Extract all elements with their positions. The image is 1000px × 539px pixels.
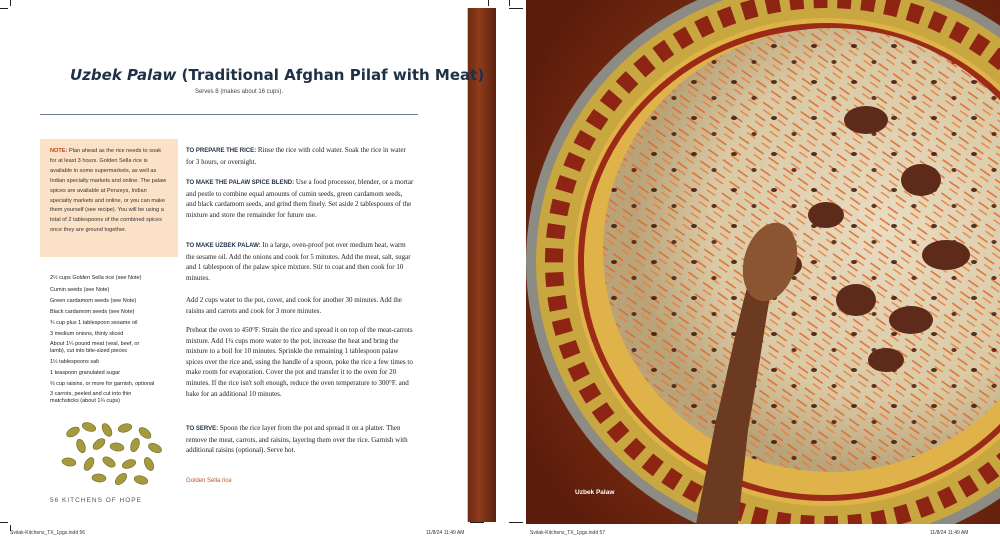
step-text: Add 2 cups water to the pot, cover, and cook for another 30 minutes. Add the raisins and carrots and cook for 3 more minutes. bbox=[186, 296, 402, 315]
ingredient-item: 1½ tablespoons salt bbox=[50, 359, 99, 365]
photo-caption: Golden Sella rice bbox=[186, 478, 232, 484]
recipe-title-italic: Uzbek Palaw bbox=[70, 66, 177, 84]
ingredient-item: ¾ cup plus 1 tablespoon sesame oil bbox=[50, 320, 138, 326]
ingredient-item: About 1¼ pound meat (veal, beef, or lamb), cut into bite-sized pieces bbox=[50, 341, 140, 354]
page-folio: 56 KITCHENS OF HOPE bbox=[50, 497, 142, 504]
step-heading: TO PREPARE THE RICE: bbox=[186, 148, 257, 154]
crop-mark bbox=[10, 0, 11, 6]
ingredient-item: 2½ cups Golden Sella rice (see Note) bbox=[50, 275, 142, 281]
ingredient-item: 1 teaspoon granulated sugar bbox=[50, 370, 121, 376]
recipe-title bbox=[70, 66, 485, 84]
step-text: Rinse the rice with cold water. Soak the rice in water for 3 hours, or overnight. bbox=[186, 146, 406, 166]
slug-left-file: Svitak-Kitchens_TX_1pgs.indd 56 bbox=[10, 530, 86, 536]
step-heading: TO MAKE UZBEK PALAW: bbox=[186, 243, 261, 249]
facing-page-bleed bbox=[468, 8, 496, 522]
ingredient-item: Cumin seeds (see Note) bbox=[50, 287, 110, 293]
crop-mark bbox=[509, 0, 510, 6]
note-text: Plan ahead as the rice needs to soak for at least 3 hours. Golden Sella rice is available in some supermarkets, as well as Indian specialty markets and online. The palaw spices are available at Penzeys, Indian specialty markets and online, or you can make them yourself (see recipe). You will be using a total of 2 tablespoons of the combined spices once they are ground together. bbox=[50, 148, 167, 234]
cardamom-pods-image bbox=[55, 418, 175, 490]
note-box bbox=[40, 139, 178, 257]
crop-mark bbox=[470, 522, 484, 523]
crop-mark bbox=[488, 0, 489, 6]
slug-right-date: 11/8/24 11:49 AM bbox=[930, 530, 969, 536]
ingredient-item: 3 medium onions, thinly sliced bbox=[50, 331, 124, 337]
crop-mark bbox=[509, 522, 523, 523]
step-text: In a large, oven-proof pot over medium heat, warm the sesame oil. Add the onions and cook for 5 minutes. Add the meat, salt, sugar and 1 tablespoon of the palaw spice mixture. Stir to coat and then cook for 10 minutes. bbox=[186, 241, 411, 282]
image-caption: Uzbek Palaw bbox=[575, 489, 615, 496]
crop-mark bbox=[509, 8, 523, 9]
ingredient-item: Green cardamom seeds (see Note) bbox=[50, 298, 137, 304]
step-paragraph bbox=[186, 240, 414, 283]
ingredient-item: ⅔ cup raisins, or more for garnish, optional bbox=[50, 381, 155, 387]
crop-mark bbox=[0, 522, 8, 523]
step-text: Preheat the oven to 450°F. Strain the rice and spread it on top of the meat-carrots mixture. Add 1¼ cups more water to the pot, increase the heat and bring the mixture to a boil for 10 minutes. Sprinkle the remaining 1 tablespoon palaw spices over the rice and, using the handle of a spoon, poke the rice a few times to make room for evaporation. Cover the pot and transfer it to the oven for 20 minutes. If the rice isn't soft enough, reduce the oven temperature to 300°F. and bake for an additional 10 minutes. bbox=[186, 326, 413, 398]
ingredient-item: Black cardamom seeds (see Note) bbox=[50, 309, 135, 315]
title-rule bbox=[40, 114, 418, 115]
serves-line: Serves 8 (makes about 16 cups). bbox=[194, 89, 284, 95]
recipe-title-rest: (Traditional Afghan Pilaf with Meat) bbox=[176, 66, 485, 84]
step-paragraph bbox=[186, 295, 414, 316]
step-paragraph bbox=[186, 325, 414, 399]
step-heading: TO SERVE: bbox=[186, 426, 219, 432]
palaw-dish-image bbox=[526, 0, 1000, 524]
step-paragraph bbox=[186, 423, 414, 456]
step-paragraph bbox=[186, 145, 414, 167]
step-text: Spoon the rice layer from the pot and spread it on a platter. Then remove the meat, carrots, and raisins, layering them over the rice. Garnish with additional raisins (optional). Serve hot. bbox=[186, 424, 408, 455]
right-page-photo bbox=[526, 0, 1000, 524]
step-paragraph bbox=[186, 177, 414, 220]
ingredient-item: 3 carrots, peeled and cut into thin matchsticks (about 1¼ cups) bbox=[50, 391, 132, 404]
slug-left-date: 11/8/24 11:49 AM bbox=[426, 530, 465, 536]
crop-mark bbox=[0, 8, 8, 9]
note-label: NOTE: bbox=[50, 148, 68, 154]
slug-right-file: Svitak-Kitchens_TX_1pgs.indd 57 bbox=[530, 530, 606, 536]
step-heading: TO MAKE THE PALAW SPICE BLEND: bbox=[186, 180, 295, 186]
step-text: Use a food processor, blender, or a mortar and pestle to combine equal amounts of cumin seeds, green cardamom seeds, and black cardamom seeds, and grind them finely. Set aside 2 tablespoons of the mixture and store the remainder for future use. bbox=[186, 178, 414, 219]
